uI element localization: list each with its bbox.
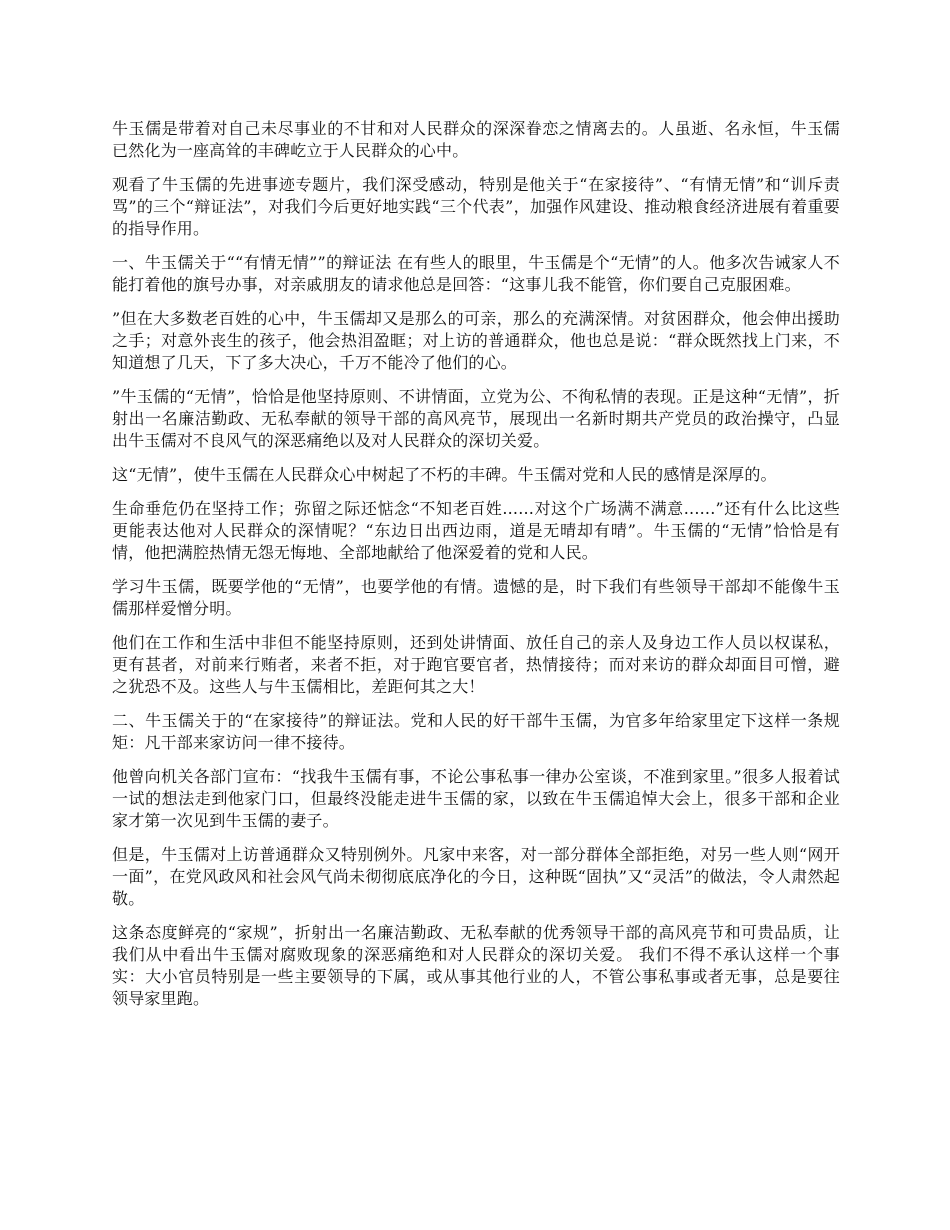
paragraph-12: 但是，牛玉儒对上访普通群众又特别例外。凡家中来客，对一部分群体全部拒绝，对另一些人则“网开一面”，在党风政风和社会风气尚未彻彻底底净化的今日，这种既“固执”又“灵活”的做法，令人肃然起敬。 <box>112 845 840 908</box>
paragraph-5: ”牛玉儒的“无情”，恰恰是他坚持原则、不讲情面，立党为公、不徇私情的表现。正是这种“无情”，折射出一名廉洁勤政、无私奉献的领导干部的高风亮节，展现出一名新时期共产党员的政治操守，凸显出牛玉儒对不良风气的深恶痛绝以及对人民群众的深切关爱。 <box>112 387 840 450</box>
document-body <box>112 118 840 1022</box>
paragraph-1: 牛玉儒是带着对自己未尽事业的不甘和对人民群众的深深眷恋之情离去的。人虽逝、名永恒，牛玉儒已然化为一座高耸的丰碑屹立于人民群众的心中。 <box>112 119 840 160</box>
paragraph-9: 他们在工作和生活中非但不能坚持原则，还到处讲情面、放任自己的亲人及身边工作人员以权谋私，更有甚者，对前来行贿者，来者不拒，对于跑官要官者，热情接待；而对来访的群众却面目可憎，避之犹恐不及。这些人与牛玉儒相比，差距何其之大！ <box>112 633 840 696</box>
paragraph-13: 这条态度鲜亮的“家规”，折射出一名廉洁勤政、无私奉献的优秀领导干部的高风亮节和可贵品质，让我们从中看出牛玉儒对腐败现象的深恶痛绝和对人民群众的深切关爱。 我们不得不承认这样一个事实：大小官员特别是一些主要领导的下属，或从事其他行业的人，不管公事私事或者无事，总是要往领导家里跑。 <box>112 923 840 1008</box>
paragraph-6: 这“无情”，使牛玉儒在人民群众心中树起了不朽的丰碑。牛玉儒对党和人民的感情是深厚的。 <box>112 465 777 484</box>
paragraph-10: 二、牛玉儒关于的“在家接待”的辩证法。党和人民的好干部牛玉儒，为官多年给家里定下这样一条规矩：凡干部来家访问一律不接待。 <box>112 711 840 752</box>
paragraph-11: 他曾向机关各部门宣布：“找我牛玉儒有事，不论公事私事一律办公室谈，不准到家里。”很多人报着试一试的想法走到他家门口，但最终没能走进牛玉儒的家，以致在牛玉儒追悼大会上，很多干部和企业家才第一次见到牛玉儒的妻子。 <box>112 767 840 830</box>
paragraph-2: 观看了牛玉儒的先进事迹专题片，我们深受感动，特别是他关于“在家接待”、“有情无情”和“训斥责骂”的三个“辩证法”，对我们今后更好地实践“三个代表”，加强作风建设、推动粮食经济进展有着重要的指导作用。 <box>112 175 840 238</box>
paragraph-3: 一、牛玉儒关于““有情无情””的辩证法 在有些人的眼里，牛玉儒是个“无情”的人。他多次告诫家人不能打着他的旗号办事，对亲戚朋友的请求他总是回答：“这事儿我不能管，你们要自己克服困难。 <box>112 253 840 294</box>
paragraph-7: 生命垂危仍在坚持工作；弥留之际还惦念“不知老百姓......对这个广场满不满意......”还有什么比这些更能表达他对人民群众的深情呢？“东边日出西边雨，道是无晴却有晴”。牛玉儒的“无情”恰恰是有情，他把满腔热情无怨无悔地、全部地献给了他深爱着的党和人民。 <box>112 499 840 562</box>
paragraph-8: 学习牛玉儒，既要学他的“无情”，也要学他的有情。遗憾的是，时下我们有些领导干部却不能像牛玉儒那样爱憎分明。 <box>112 577 840 618</box>
paragraph-4: ”但在大多数老百姓的心中，牛玉儒却又是那么的可亲，那么的充满深情。对贫困群众，他会伸出援助之手；对意外丧生的孩子，他会热泪盈眶；对上访的普通群众，他也总是说：“群众既然找上门来，不知道想了几天，下了多大决心，千万不能冷了他们的心。 <box>112 309 840 372</box>
